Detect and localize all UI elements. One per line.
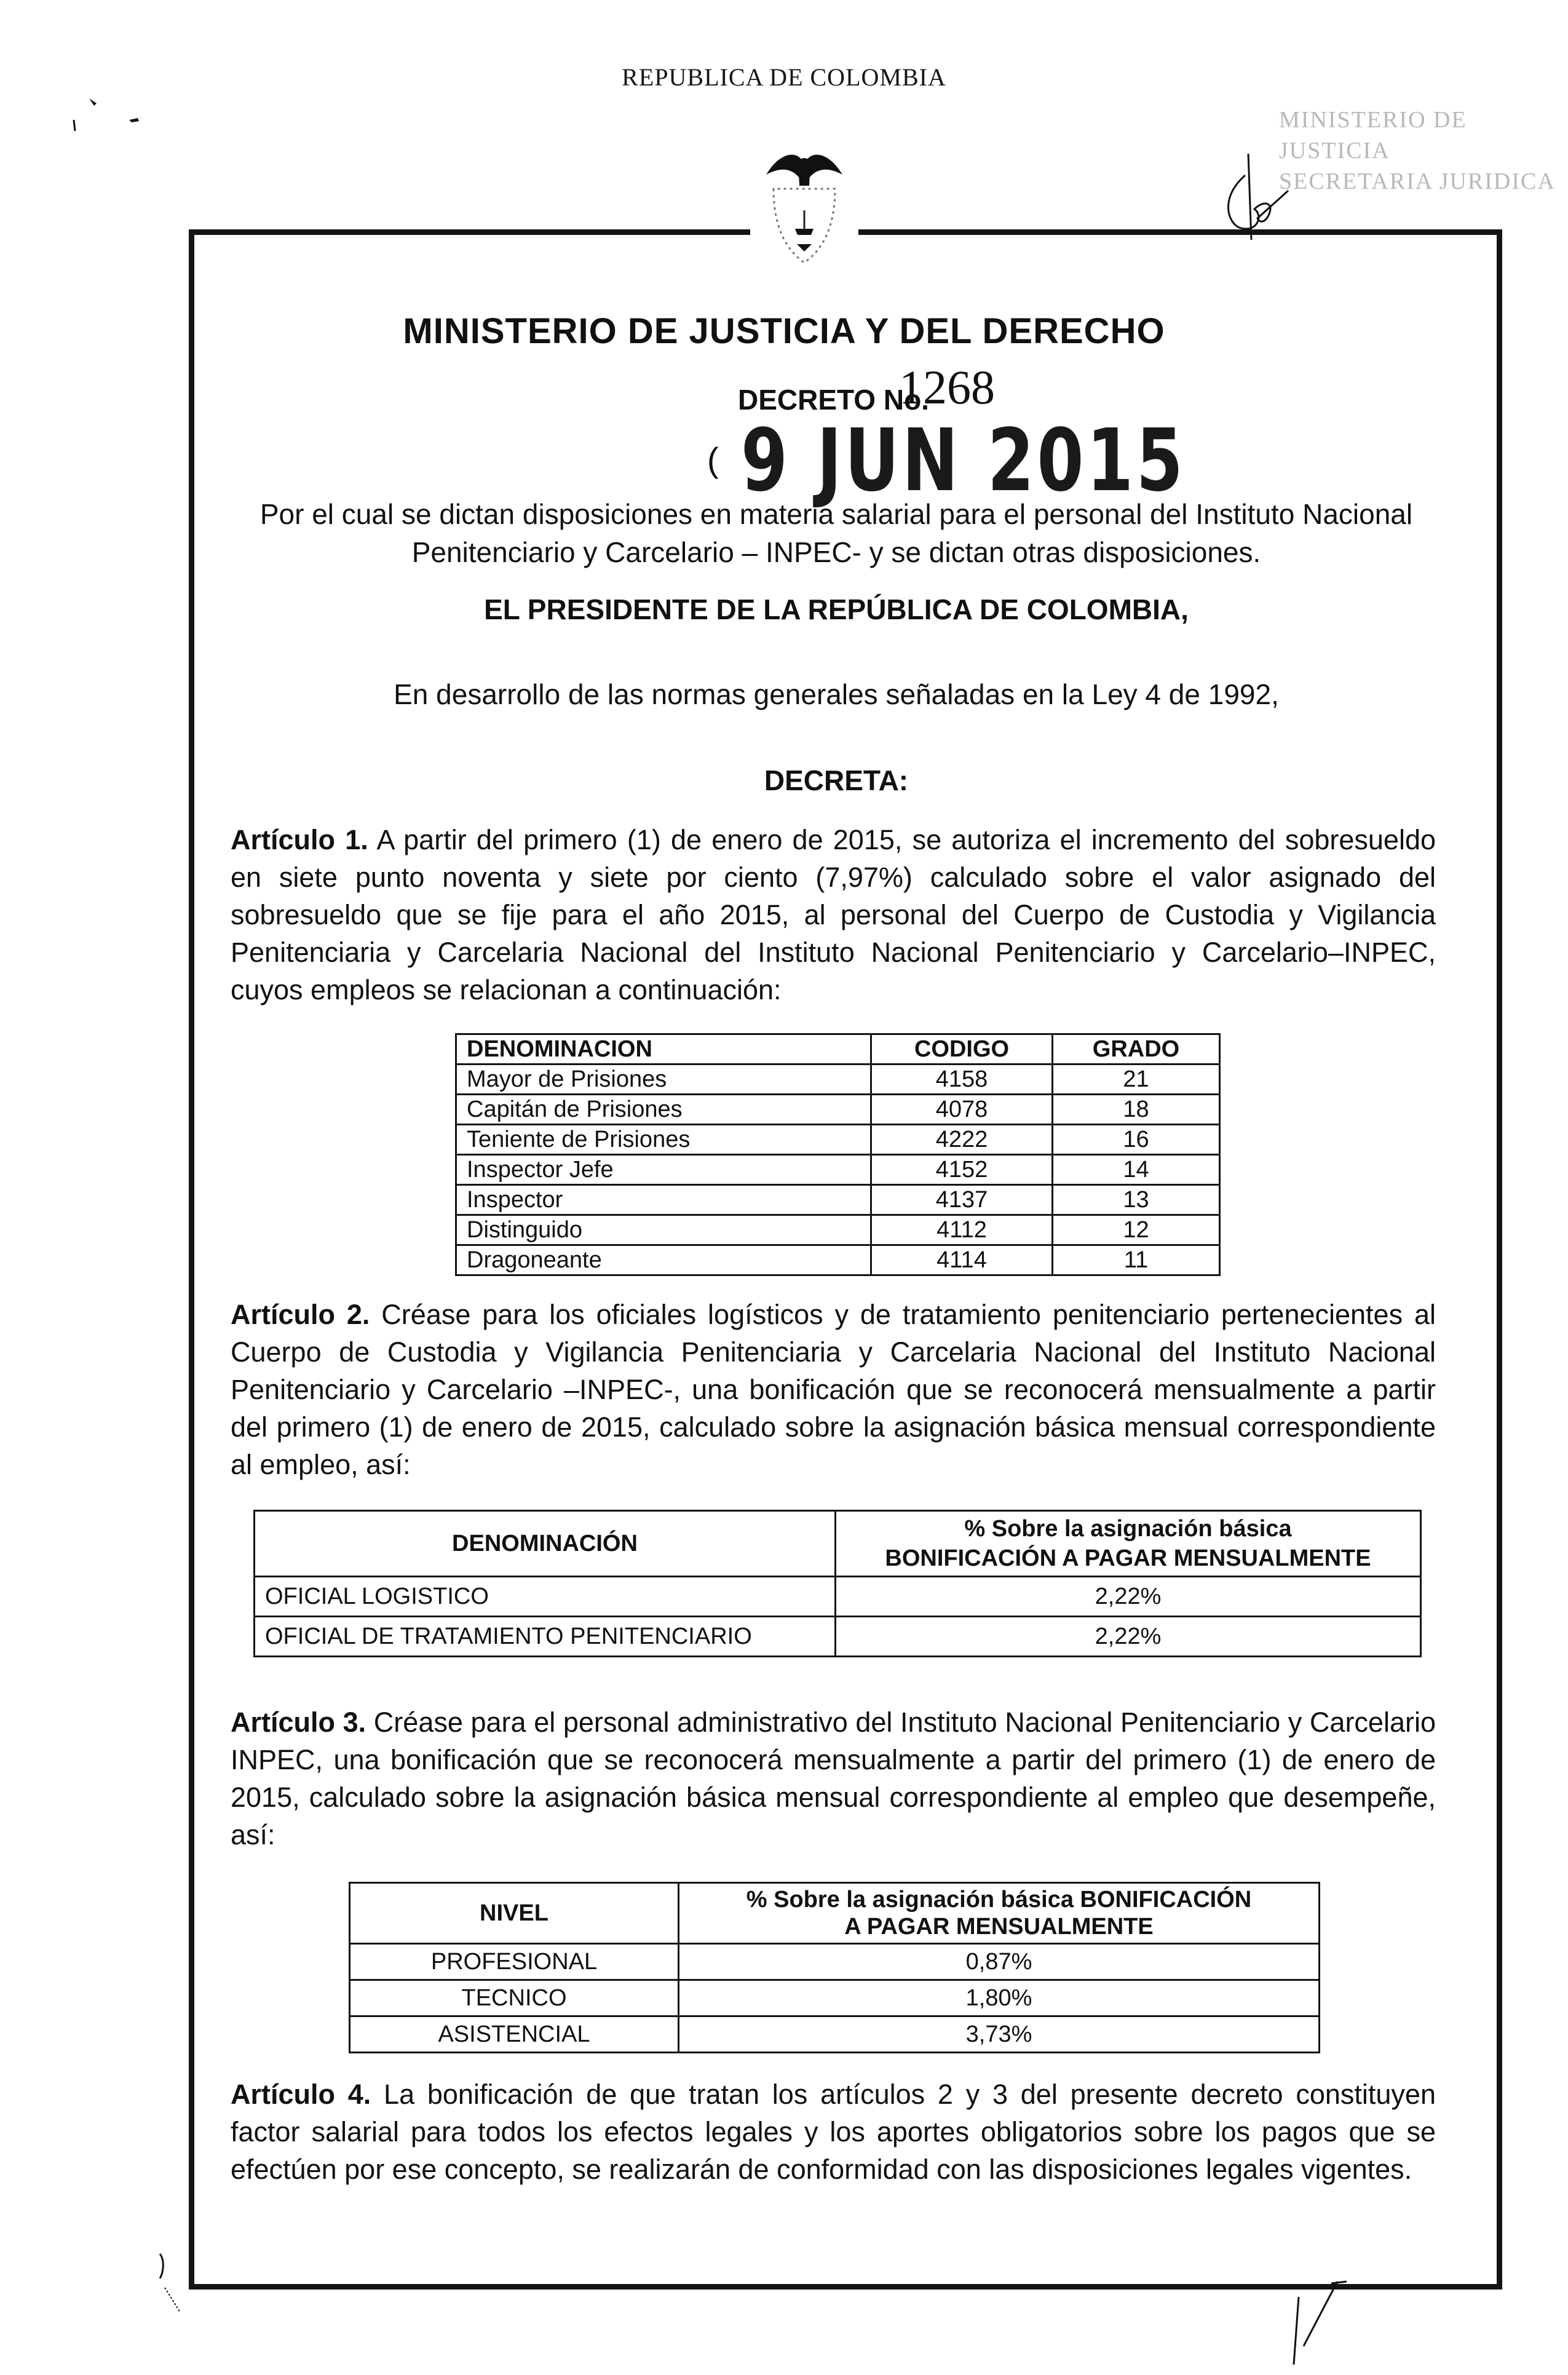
cell: OFICIAL LOGISTICO xyxy=(255,1577,836,1617)
article-4-label: Artículo 4. xyxy=(231,2079,371,2110)
cell: OFICIAL DE TRATAMIENTO PENITENCIARIO xyxy=(255,1617,836,1657)
cell: 21 xyxy=(1053,1065,1220,1095)
table-header-row xyxy=(456,1034,1220,1065)
table-row xyxy=(456,1185,1220,1215)
table-row xyxy=(350,2016,1320,2053)
article-1 xyxy=(231,821,1436,1009)
col-denominacion: DENOMINACION xyxy=(456,1034,871,1065)
table-row xyxy=(350,1944,1320,1980)
officers-bonus-table xyxy=(253,1510,1422,1657)
decreta-heading: DECRETA: xyxy=(764,764,909,796)
table-row xyxy=(456,1065,1220,1095)
cell: 16 xyxy=(1053,1125,1220,1155)
article-4 xyxy=(231,2076,1436,2188)
date-paren: ( xyxy=(707,440,719,479)
faint-stamp: MINISTERIO DE JUSTICIA SECRETARIA JURIDICA xyxy=(1279,107,1556,194)
legal-basis: En desarrollo de las normas generales señaladas en la Ley 4 de 1992, xyxy=(394,678,1279,710)
cell: 2,22% xyxy=(836,1617,1421,1657)
article-2-text: Créase para los oficiales logísticos y de tratamiento penitenciario pertenecientes al Cuerpo de Custodia y Vigilancia Penitenciaria y Carcelaria Nacional del Instituto Nacional Penitenciario y Carcelario –INPEC-, una bonificación que se reconocerá mensualmente a partir del primero (1) de enero de 2015, calculado sobre la asignación básica mensual correspondiente al empleo, así: xyxy=(231,1299,1436,1480)
cell: 11 xyxy=(1053,1245,1220,1275)
table-row xyxy=(456,1095,1220,1125)
table-row xyxy=(456,1125,1220,1155)
cell: 3,73% xyxy=(679,2016,1320,2053)
cell: Distinguido xyxy=(456,1215,871,1245)
article-3-label: Artículo 3. xyxy=(231,1707,366,1738)
cell: Dragoneante xyxy=(456,1245,871,1275)
table-row xyxy=(456,1215,1220,1245)
table-row xyxy=(255,1617,1421,1657)
col-grado: GRADO xyxy=(1053,1034,1220,1065)
col-denominacion: DENOMINACIÓN xyxy=(255,1511,836,1577)
article-3-text: Créase para el personal administrativo del Instituto Nacional Penitenciario y Carcelario INPEC, una bonificación que se reconocerá mensualmente a partir del primero (1) de enero de 2015, calculado sobre la asignación básica mensual correspondiente al empleo que desempeñe, así: xyxy=(231,1707,1436,1850)
article-4-text: La bonificación de que tratan los artículos 2 y 3 del presente decreto constituyen factor salarial para todos los efectos legales y los aportes obligatorios sobre los pagos que se efectúen por ese concepto, se realizarán de conformidad con las disposiciones legales vigentes. xyxy=(231,2079,1436,2185)
cell: 1,80% xyxy=(679,1980,1320,2016)
cell: Inspector Jefe xyxy=(456,1155,871,1185)
cell: 14 xyxy=(1053,1155,1220,1185)
header-line-1: % Sobre la asignación básica BONIFICACIÓN xyxy=(746,1887,1252,1913)
cell: 4078 xyxy=(871,1095,1053,1125)
cell: 18 xyxy=(1053,1095,1220,1125)
article-2 xyxy=(231,1296,1436,1483)
header-line-2: BONIFICACIÓN A PAGAR MENSUALMENTE xyxy=(885,1545,1371,1571)
coat-of-arms-icon xyxy=(755,143,853,272)
header-line-2: A PAGAR MENSUALMENTE xyxy=(844,1914,1154,1940)
decree-label: DECRETO No. xyxy=(738,384,929,416)
cell: 4222 xyxy=(871,1125,1053,1155)
date-stamp: 9 JUN 2015 xyxy=(741,411,1186,511)
table-header-row xyxy=(255,1511,1421,1577)
cell: 4152 xyxy=(871,1155,1053,1185)
grades-table xyxy=(455,1033,1221,1276)
cell: 13 xyxy=(1053,1185,1220,1215)
cell: 0,87% xyxy=(679,1944,1320,1980)
cell: 12 xyxy=(1053,1215,1220,1245)
col-bonificacion xyxy=(679,1883,1320,1944)
ministry-title: MINISTERIO DE JUSTICIA Y DEL DERECHO xyxy=(403,311,1165,351)
table-header-row xyxy=(350,1883,1320,1944)
decree-summary: Por el cual se dictan disposiciones en materia salarial para el personal del Instituto Nacional Penitenciario y Carcelario – INPEC- y se dictan otras disposiciones. xyxy=(259,498,1413,568)
col-nivel: NIVEL xyxy=(350,1883,679,1944)
cell: PROFESIONAL xyxy=(350,1944,679,1980)
cell: Capitán de Prisiones xyxy=(456,1095,871,1125)
article-1-text: A partir del primero (1) de enero de 2015, se autoriza el incremento del sobresueldo en siete punto noventa y siete por ciento (7,97%) calculado sobre el valor asignado del sobresueldo que se fije para el año 2015, al personal del Cuerpo de Custodia y Vigilancia Penitenciaria y Carcelaria Nacional del Instituto Nacional Penitenciario y Carcelario–INPEC, cuyos empleos se relacionan a continuación: xyxy=(231,824,1436,1005)
cell: 4137 xyxy=(871,1185,1053,1215)
table-row xyxy=(456,1245,1220,1275)
article-2-label: Artículo 2. xyxy=(231,1299,370,1330)
header-line-1: % Sobre la asignación básica xyxy=(964,1516,1292,1542)
cell: 4158 xyxy=(871,1065,1053,1095)
cell: Mayor de Prisiones xyxy=(456,1065,871,1095)
margin-mark xyxy=(159,2251,183,2318)
col-codigo: CODIGO xyxy=(871,1034,1053,1065)
cell: 4114 xyxy=(871,1245,1053,1275)
article-3 xyxy=(231,1703,1436,1854)
cell: Teniente de Prisiones xyxy=(456,1125,871,1155)
cell: Inspector xyxy=(456,1185,871,1215)
table-row xyxy=(456,1155,1220,1185)
initials-signature xyxy=(1202,154,1325,240)
decree-number: 1268 xyxy=(899,360,995,414)
article-1-label: Artículo 1. xyxy=(231,824,368,855)
cell: 4112 xyxy=(871,1215,1053,1245)
page-initials-signature xyxy=(1285,2278,1353,2365)
cell: TECNICO xyxy=(350,1980,679,2016)
authority-heading: EL PRESIDENTE DE LA REPÚBLICA DE COLOMBIA, xyxy=(484,593,1189,625)
cell: ASISTENCIAL xyxy=(350,2016,679,2053)
col-bonificacion xyxy=(836,1511,1421,1577)
admin-bonus-table xyxy=(349,1882,1320,2053)
country-header: REPUBLICA DE COLOMBIA xyxy=(622,63,946,91)
cell: 2,22% xyxy=(836,1577,1421,1617)
table-row xyxy=(255,1577,1421,1617)
table-row xyxy=(350,1980,1320,2016)
